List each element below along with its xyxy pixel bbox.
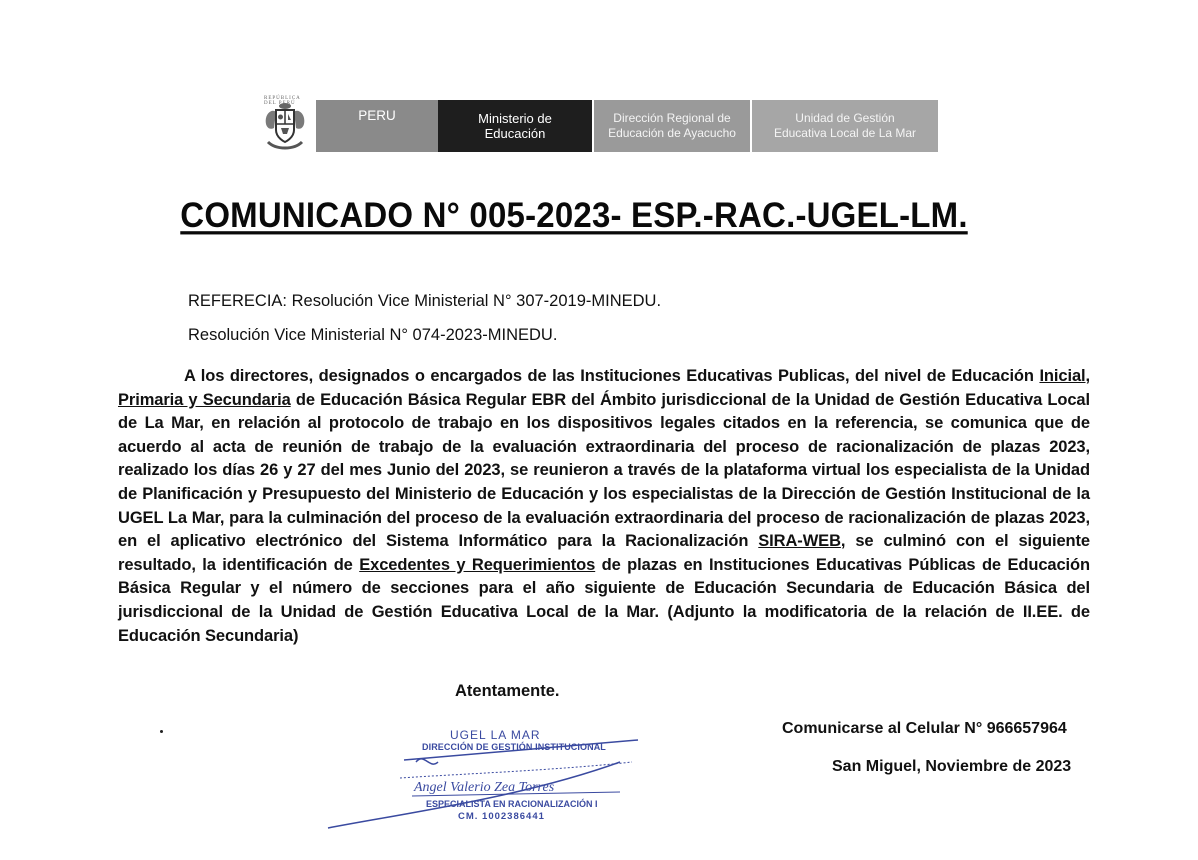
body-text-2: de Educación Básica Regular EBR del Ámbito jurisdiccional de la Unidad de Gestión Educativa Local de La Mar, en relación al protocolo de trabajo en los dispositivos legales citados en la referencia, se comunica que de acuerdo al acta de reunión de trabajo de la evaluación extraordinaria del proceso de racionalización de plazas 2023, realizado los días 26 y 27 del mes Junio del 2023, se reunieron a través de la plataforma virtual los especialista de la Unidad de Planificación y Presupuesto del Ministerio de Educación y los especialistas de la Dirección de Gestión Institucional de la UGEL La Mar, para la culminación del proceso de la evaluación extraordinaria del proceso de racionalización de plazas 2023, en el aplicativo electrónico del Sistema Informático para la Racionalización xyxy=(118,390,1090,551)
stamp-role: ESPECIALISTA EN RACIONALIZACIÓN I xyxy=(426,799,598,809)
header-ministry xyxy=(438,100,592,152)
body-text-4: de plazas en Instituciones Educativas Públicas de Educación Básica Regular y el número de secciones para el año siguiente de Educación Secundaria de Educación Básica del jurisdiccional de la Unidad de Gestión Educativa Local de la Mar. (Adjunto la modificatoria de la relación de II.EE. de Educación Secundaria) xyxy=(118,555,1090,645)
body-text-1: A los directores, designados o encargados de las Instituciones Educativas Publicas, del nivel de Educación xyxy=(184,367,1034,385)
body-levels-underlined: Inicial, Primaria y Secundaria xyxy=(118,367,1090,409)
stamp-cm: CM. 1002386441 xyxy=(458,811,545,822)
institutional-header xyxy=(262,98,942,156)
regional-line-2: Educación de Ayacucho xyxy=(608,126,736,140)
stamp-department: DIRECCIÓN DE GESTIÓN INSTITUCIONAL xyxy=(422,742,606,752)
regional-line-1: Dirección Regional de xyxy=(613,111,731,125)
stray-mark xyxy=(160,730,163,733)
document-title: COMUNICADO N° 005-2023- ESP.-RAC.-UGEL-LM. xyxy=(180,194,968,235)
ministry-line-1: Ministerio de xyxy=(478,111,552,126)
ugel-line-2: Educativa Local de La Mar xyxy=(773,126,917,140)
peru-coat-of-arms-icon xyxy=(262,98,308,154)
stamp-org: UGEL LA MAR xyxy=(450,728,541,742)
stamp-name: Angel Valerio Zea Torres xyxy=(414,780,555,795)
header-regional-direction xyxy=(594,100,750,152)
body-sira-web-underlined: SIRA-WEB xyxy=(758,532,841,551)
header-ugel xyxy=(752,100,938,152)
body-paragraph xyxy=(118,365,1090,648)
place-and-date: San Miguel, Noviembre de 2023 xyxy=(832,758,1072,775)
ministry-line-2: Educación xyxy=(484,126,546,141)
reference-2: Resolución Vice Ministerial N° 074-2023-MINEDU. xyxy=(188,326,558,344)
signature-stamp xyxy=(320,722,650,842)
body-excedentes-underlined: Excedentes y Requerimientos xyxy=(359,555,596,574)
ugel-line-1: Unidad de Gestión xyxy=(795,111,895,125)
closing: Atentamente. xyxy=(455,682,560,700)
contact-phone: Comunicarse al Celular N° 966657964 xyxy=(782,720,1067,737)
reference-1: REFERECIA: Resolución Vice Ministerial N° 307-2019-MINEDU. xyxy=(188,292,662,310)
header-peru: PERU xyxy=(316,100,438,152)
crest-motto: REPÚBLICA DEL PERÚ xyxy=(264,96,301,106)
body-text-3: , se culminó con el siguiente resultado, la identificación de xyxy=(118,532,1090,574)
